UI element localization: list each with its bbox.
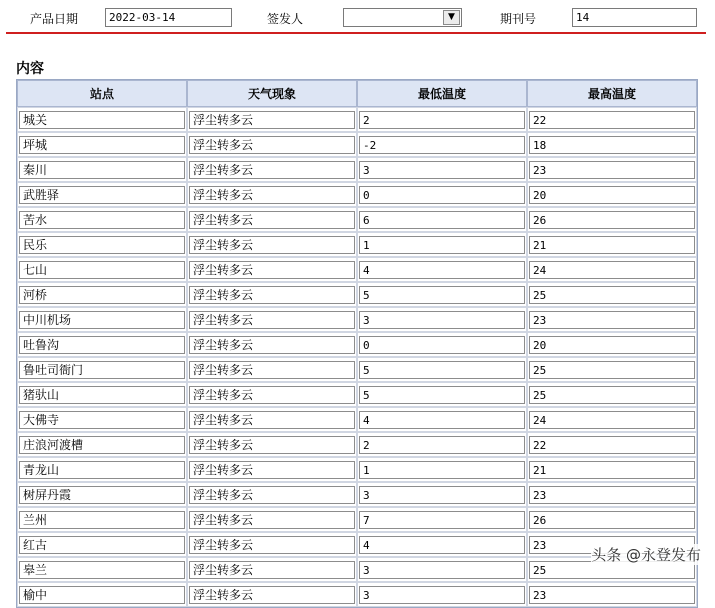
table-cell	[527, 282, 697, 307]
station-field[interactable]: 武胜驿	[19, 186, 185, 204]
max-temp-field[interactable]: 21	[529, 236, 695, 254]
table-cell	[17, 207, 187, 232]
max-temp-field[interactable]: 22	[529, 111, 695, 129]
station-field[interactable]: 兰州	[19, 511, 185, 529]
table-cell	[187, 432, 357, 457]
table-cell	[187, 582, 357, 607]
weather-field[interactable]: 浮尘转多云	[189, 161, 355, 179]
column-header-weather: 天气现象	[187, 80, 357, 107]
weather-field[interactable]: 浮尘转多云	[189, 411, 355, 429]
station-field[interactable]: 榆中	[19, 586, 185, 604]
column-header-min-temp: 最低温度	[357, 80, 527, 107]
table-row	[17, 457, 697, 482]
table-cell	[357, 532, 527, 557]
table-cell	[357, 557, 527, 582]
table-cell	[17, 332, 187, 357]
table-cell	[17, 232, 187, 257]
table-cell	[187, 357, 357, 382]
table-cell	[527, 132, 697, 157]
station-field[interactable]: 树屏丹霞	[19, 486, 185, 504]
table-row	[17, 257, 697, 282]
max-temp-field[interactable]: 24	[529, 411, 695, 429]
min-temp-field[interactable]: 4	[359, 411, 525, 429]
table-cell	[357, 582, 527, 607]
station-field[interactable]: 坪城	[19, 136, 185, 154]
table-cell	[187, 107, 357, 132]
max-temp-field[interactable]: 23	[529, 586, 695, 604]
table-cell	[527, 182, 697, 207]
table-cell	[527, 157, 697, 182]
max-temp-field[interactable]: 18	[529, 136, 695, 154]
weather-field[interactable]: 浮尘转多云	[189, 236, 355, 254]
forecast-table	[16, 79, 698, 608]
table-cell	[357, 107, 527, 132]
table-row	[17, 582, 697, 607]
table-cell	[527, 582, 697, 607]
date-label: 产品日期	[30, 12, 79, 26]
weather-field[interactable]: 浮尘转多云	[189, 336, 355, 354]
table-cell	[357, 307, 527, 332]
station-field[interactable]: 猪驮山	[19, 386, 185, 404]
column-header-station: 站点	[17, 80, 187, 107]
table-row	[17, 407, 697, 432]
table-cell	[187, 482, 357, 507]
max-temp-field[interactable]: 23	[529, 486, 695, 504]
max-temp-field[interactable]: 26	[529, 511, 695, 529]
table-row	[17, 482, 697, 507]
table-row	[17, 157, 697, 182]
table-cell	[527, 507, 697, 532]
table-cell	[187, 307, 357, 332]
table-cell	[527, 107, 697, 132]
table-row	[17, 232, 697, 257]
station-field[interactable]: 青龙山	[19, 461, 185, 479]
table-cell	[187, 182, 357, 207]
station-field[interactable]: 鲁吐司衙门	[19, 361, 185, 379]
station-field[interactable]: 城关	[19, 111, 185, 129]
table-cell	[357, 182, 527, 207]
table-cell	[187, 232, 357, 257]
min-temp-field[interactable]: 3	[359, 561, 525, 579]
table-cell	[187, 207, 357, 232]
min-temp-field[interactable]: 0	[359, 186, 525, 204]
table-cell	[527, 382, 697, 407]
min-temp-field[interactable]: 4	[359, 536, 525, 554]
table-cell	[527, 482, 697, 507]
station-field[interactable]: 大佛寺	[19, 411, 185, 429]
table-cell	[17, 482, 187, 507]
table-cell	[357, 457, 527, 482]
station-field[interactable]: 吐鲁沟	[19, 336, 185, 354]
table-cell	[187, 407, 357, 432]
weather-field[interactable]: 浮尘转多云	[189, 186, 355, 204]
weather-field[interactable]: 浮尘转多云	[189, 111, 355, 129]
issuer-select[interactable]	[343, 8, 462, 27]
weather-field[interactable]: 浮尘转多云	[189, 436, 355, 454]
table-cell	[17, 182, 187, 207]
table-row	[17, 307, 697, 332]
product-header	[0, 0, 715, 34]
table-cell	[17, 582, 187, 607]
max-temp-field[interactable]: 25	[529, 561, 695, 579]
table-cell	[527, 232, 697, 257]
header-divider	[6, 32, 706, 34]
max-temp-field[interactable]: 25	[529, 361, 695, 379]
min-temp-field[interactable]: 4	[359, 261, 525, 279]
table-cell	[527, 407, 697, 432]
min-temp-field[interactable]: 5	[359, 386, 525, 404]
station-field[interactable]: 中川机场	[19, 311, 185, 329]
section-title: 内容	[16, 61, 44, 77]
min-temp-field[interactable]: 5	[359, 361, 525, 379]
table-row	[17, 132, 697, 157]
table-cell	[527, 257, 697, 282]
weather-field[interactable]: 浮尘转多云	[189, 461, 355, 479]
table-row	[17, 507, 697, 532]
table-cell	[527, 432, 697, 457]
table-cell	[527, 332, 697, 357]
max-temp-field[interactable]: 20	[529, 186, 695, 204]
table-cell	[17, 507, 187, 532]
table-cell	[17, 257, 187, 282]
table-cell	[357, 407, 527, 432]
table-cell	[357, 482, 527, 507]
table-cell	[527, 457, 697, 482]
table-cell	[187, 282, 357, 307]
min-temp-field[interactable]: 2	[359, 436, 525, 454]
weather-field[interactable]: 浮尘转多云	[189, 211, 355, 229]
table-row	[17, 382, 697, 407]
chevron-down-icon[interactable]: ▼	[443, 10, 460, 25]
max-temp-field[interactable]: 23	[529, 536, 695, 554]
date-field[interactable]: 2022-03-14	[105, 8, 232, 27]
table-cell	[17, 457, 187, 482]
station-field[interactable]: 苦水	[19, 211, 185, 229]
min-temp-field[interactable]: 1	[359, 236, 525, 254]
table-cell	[187, 557, 357, 582]
min-temp-field[interactable]: 3	[359, 486, 525, 504]
station-field[interactable]: 皋兰	[19, 561, 185, 579]
min-temp-field[interactable]: 2	[359, 111, 525, 129]
max-temp-field[interactable]: 25	[529, 286, 695, 304]
weather-field[interactable]: 浮尘转多云	[189, 311, 355, 329]
station-field[interactable]: 民乐	[19, 236, 185, 254]
table-cell	[527, 207, 697, 232]
table-cell	[187, 382, 357, 407]
table-cell	[527, 307, 697, 332]
table-row	[17, 207, 697, 232]
table-row	[17, 182, 697, 207]
table-cell	[357, 132, 527, 157]
table-cell	[17, 307, 187, 332]
table-cell	[17, 357, 187, 382]
max-temp-field[interactable]: 26	[529, 211, 695, 229]
issue-no-label: 期刊号	[500, 12, 537, 26]
min-temp-field[interactable]: -2	[359, 136, 525, 154]
weather-field[interactable]: 浮尘转多云	[189, 136, 355, 154]
station-field[interactable]: 七山	[19, 261, 185, 279]
max-temp-field[interactable]: 24	[529, 261, 695, 279]
station-field[interactable]: 秦川	[19, 161, 185, 179]
table-cell	[17, 282, 187, 307]
table-row	[17, 357, 697, 382]
issuer-label: 签发人	[267, 12, 304, 26]
weather-field[interactable]: 浮尘转多云	[189, 511, 355, 529]
weather-field[interactable]: 浮尘转多云	[189, 486, 355, 504]
station-field[interactable]: 河桥	[19, 286, 185, 304]
table-row	[17, 332, 697, 357]
max-temp-field[interactable]: 23	[529, 161, 695, 179]
max-temp-field[interactable]: 20	[529, 336, 695, 354]
weather-field[interactable]: 浮尘转多云	[189, 361, 355, 379]
table-cell	[357, 432, 527, 457]
table-cell	[357, 357, 527, 382]
table-row	[17, 432, 697, 457]
min-temp-field[interactable]: 6	[359, 211, 525, 229]
table-cell	[187, 332, 357, 357]
table-cell	[527, 357, 697, 382]
table-cell	[187, 532, 357, 557]
watermark: 头条 @永登发布	[591, 546, 701, 564]
table-row	[17, 107, 697, 132]
weather-field[interactable]: 浮尘转多云	[189, 261, 355, 279]
table-cell	[357, 207, 527, 232]
min-temp-field[interactable]: 0	[359, 336, 525, 354]
table-cell	[357, 282, 527, 307]
table-header-row	[17, 80, 697, 107]
table-cell	[17, 407, 187, 432]
weather-field[interactable]: 浮尘转多云	[189, 286, 355, 304]
max-temp-field[interactable]: 21	[529, 461, 695, 479]
weather-field[interactable]: 浮尘转多云	[189, 561, 355, 579]
column-header-max-temp: 最高温度	[527, 80, 697, 107]
table-cell	[17, 382, 187, 407]
table-cell	[17, 132, 187, 157]
table-cell	[187, 132, 357, 157]
issue-no-field[interactable]: 14	[572, 8, 697, 27]
weather-field[interactable]: 浮尘转多云	[189, 586, 355, 604]
max-temp-field[interactable]: 23	[529, 311, 695, 329]
table-cell	[17, 557, 187, 582]
table-cell	[357, 257, 527, 282]
table-cell	[357, 332, 527, 357]
station-field[interactable]: 红古	[19, 536, 185, 554]
min-temp-field[interactable]: 5	[359, 286, 525, 304]
table-cell	[17, 432, 187, 457]
max-temp-field[interactable]: 22	[529, 436, 695, 454]
weather-field[interactable]: 浮尘转多云	[189, 386, 355, 404]
min-temp-field[interactable]: 3	[359, 161, 525, 179]
max-temp-field[interactable]: 25	[529, 386, 695, 404]
min-temp-field[interactable]: 3	[359, 586, 525, 604]
table-cell	[357, 232, 527, 257]
station-field[interactable]: 庄浪河渡槽	[19, 436, 185, 454]
table-cell	[17, 107, 187, 132]
table-cell	[357, 382, 527, 407]
table-cell	[357, 157, 527, 182]
min-temp-field[interactable]: 3	[359, 311, 525, 329]
table-cell	[17, 157, 187, 182]
table-cell	[187, 457, 357, 482]
weather-field[interactable]: 浮尘转多云	[189, 536, 355, 554]
min-temp-field[interactable]: 7	[359, 511, 525, 529]
table-row	[17, 282, 697, 307]
min-temp-field[interactable]: 1	[359, 461, 525, 479]
table-cell	[187, 157, 357, 182]
table-cell	[17, 532, 187, 557]
table-cell	[187, 507, 357, 532]
table-cell	[357, 507, 527, 532]
table-cell	[187, 257, 357, 282]
